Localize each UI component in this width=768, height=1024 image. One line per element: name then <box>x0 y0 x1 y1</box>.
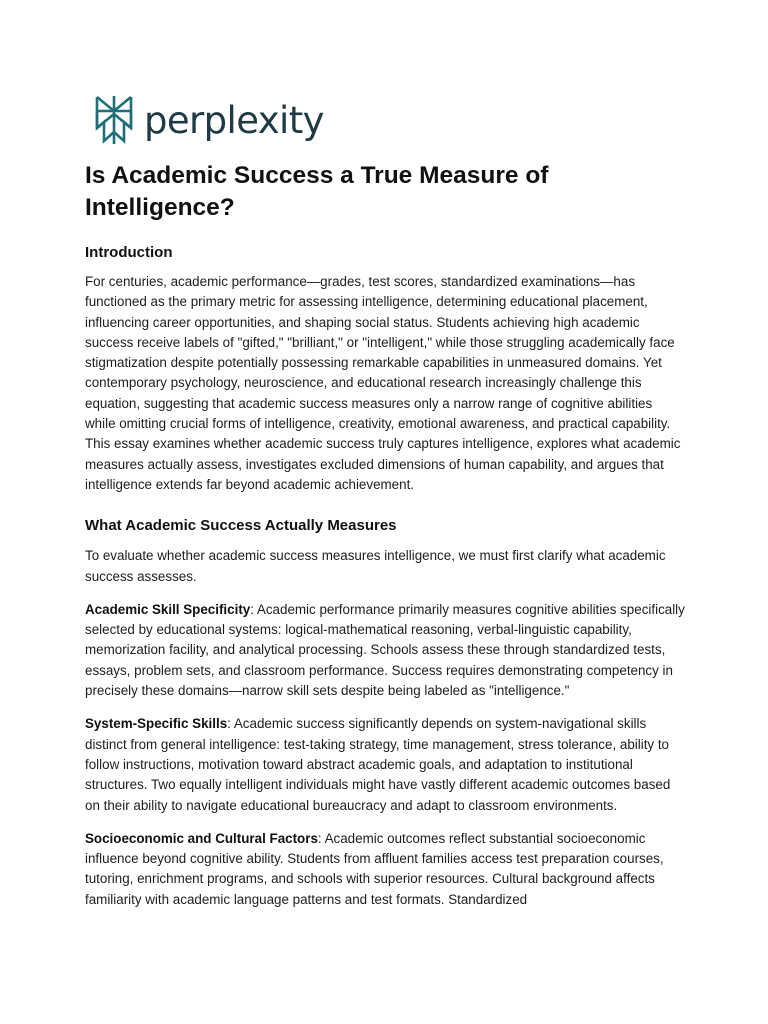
term-socioeconomic-cultural-factors: Socioeconomic and Cultural Factors <box>85 830 318 846</box>
term-academic-skill-specificity: Academic Skill Specificity <box>85 601 251 617</box>
text-socioeconomic-cultural-factors: : Academic outcomes reflect substantial socioeconomic influence beyond cognitive ability. Students from affluent families access test preparation courses, tutoring, enrichment programs, and schools with superior resources. Cultural background affects familiarity with academic language patterns and test formats. Standardized <box>85 830 664 907</box>
section-lead-paragraph: To evaluate whether academic success measures intelligence, we must first clarify what academic success assesses. <box>85 548 666 584</box>
introduction-heading: Introduction <box>85 244 173 261</box>
perplexity-mark-icon <box>94 94 134 146</box>
logo-wordmark: perplexity <box>144 98 324 142</box>
logo <box>94 94 324 146</box>
paragraph-academic-skill-specificity <box>85 600 685 701</box>
paragraph-system-specific-skills <box>85 714 685 815</box>
section-heading: What Academic Success Actually Measures <box>85 517 397 535</box>
term-system-specific-skills: System-Specific Skills <box>85 716 228 732</box>
text-system-specific-skills: : Academic success significantly depends on system-navigational skills distinct from general intelligence: test-taking strategy, time management, stress tolerance, ability to follow instructions, motivation toward abstract academic goals, and adaptation to institutional structures. Two equally intelligent individuals might have vastly different academic outcomes based on their ability to navigate educational bureaucracy and adapt to classroom environments. <box>85 716 671 813</box>
document-title: Is Academic Success a True Measure of Intelligence? <box>85 162 549 221</box>
text-academic-skill-specificity: : Academic performance primarily measures cognitive abilities specifically selected by educational systems: logical-mathematical reasoning, verbal-linguistic capability, memorization facility, and analytical processing. Schools assess these through standardized tests, essays, problem sets, and classroom performance. Success requires demonstrating competency in precisely these domains—narrow skill sets despite being labeled as "intelligence." <box>85 601 685 699</box>
document-body <box>85 243 685 923</box>
paragraph-socioeconomic-cultural-factors <box>85 829 685 910</box>
introduction-paragraph: For centuries, academic performance—grades, test scores, standardized examinations—has functioned as the primary metric for assessing intelligence, determining educational placement, influencing career opportunities, and shaping social status. Students achieving high academic success receive labels of "gifted," "brilliant," or "intelligent," while those struggling academically face stigmatization despite potentially possessing remarkable capabilities in unmeasured domains. Yet contemporary psychology, neuroscience, and educational research increasingly challenge this equation, suggesting that academic success measures only a narrow range of cognitive abilities while omitting crucial forms of intelligence, creativity, emotional awareness, and practical capability. This essay examines whether academic success truly captures intelligence, explores what academic measures actually assess, investigates excluded dimensions of human capability, and argues that intelligence extends far beyond academic achievement. <box>85 274 681 492</box>
